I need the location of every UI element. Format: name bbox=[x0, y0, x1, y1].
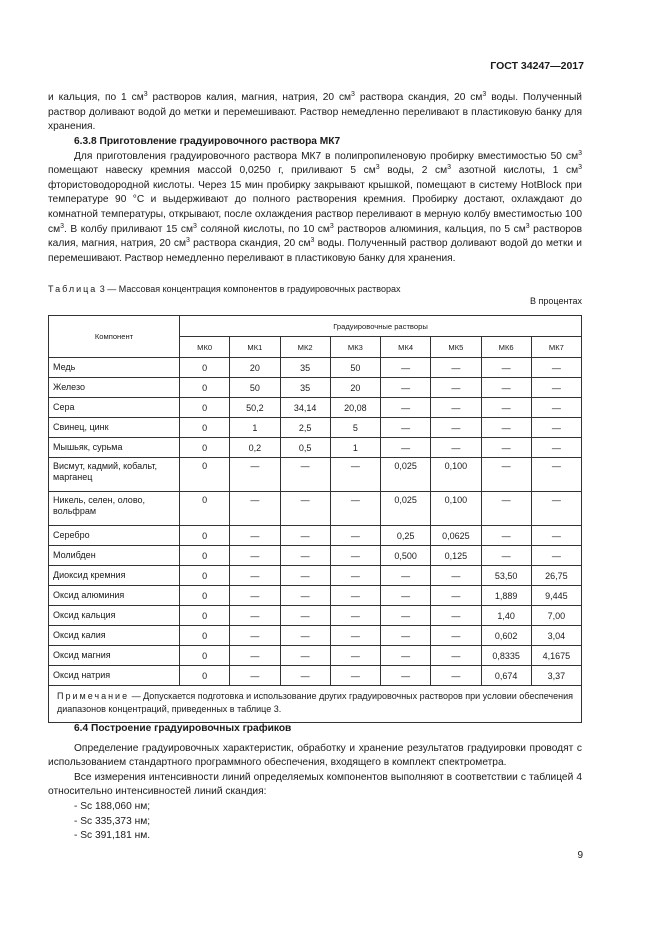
component-name-cell: Оксид алюминия bbox=[49, 586, 180, 606]
value-cell: — bbox=[330, 546, 380, 566]
table-note bbox=[49, 686, 582, 723]
value-cell: — bbox=[330, 492, 380, 526]
text-run: воды. Полученный раствор доливают водой до метки и перемешивают. Раствор немедленно переливают в пластиковую банку для хранения. bbox=[48, 92, 583, 133]
value-cell: — bbox=[431, 646, 481, 666]
value-cell: — bbox=[381, 586, 431, 606]
value-cell: — bbox=[381, 566, 431, 586]
concentration-table bbox=[48, 315, 582, 723]
value-cell: — bbox=[381, 378, 431, 398]
component-name-cell: Серебро bbox=[49, 526, 180, 546]
value-cell: — bbox=[531, 458, 581, 492]
value-cell: — bbox=[431, 378, 481, 398]
value-cell: 2,5 bbox=[280, 418, 330, 438]
text-run: растворов калия, магния, натрия, 20 см bbox=[48, 223, 582, 250]
component-name-cell: Медь bbox=[49, 358, 180, 378]
text-run: Для приготовления градуировочного раствора МК7 в полипропиленовую пробирку вместимостью 50 см bbox=[74, 150, 579, 162]
column-header: МК7 bbox=[531, 337, 581, 358]
value-cell: — bbox=[330, 526, 380, 546]
superscript: 3 bbox=[578, 149, 582, 157]
note-text: — Допускается подготовка и использование других градуировочных растворов при условии обеспечения диапазонов концентраций, приведенных в таблице 3. bbox=[57, 691, 573, 714]
value-cell: 35 bbox=[280, 358, 330, 378]
component-name-cell: Никель, селен, олово, вольфрам bbox=[49, 492, 180, 526]
component-name-cell: Оксид натрия bbox=[49, 666, 180, 686]
value-cell: 34,14 bbox=[280, 398, 330, 418]
superscript: 3 bbox=[310, 237, 315, 245]
value-cell: 0,025 bbox=[381, 458, 431, 492]
superscript: 3 bbox=[525, 222, 530, 230]
value-cell: 1,40 bbox=[481, 606, 531, 626]
value-cell: 0,8335 bbox=[481, 646, 531, 666]
value-cell: — bbox=[381, 418, 431, 438]
value-cell: 53,50 bbox=[481, 566, 531, 586]
value-cell: — bbox=[381, 398, 431, 418]
value-cell: 1,889 bbox=[481, 586, 531, 606]
table-row bbox=[49, 666, 582, 686]
column-header: МК3 bbox=[330, 337, 380, 358]
value-cell: — bbox=[381, 646, 431, 666]
value-cell: 35 bbox=[280, 378, 330, 398]
value-cell: 0 bbox=[180, 546, 230, 566]
value-cell: — bbox=[531, 546, 581, 566]
value-cell: — bbox=[230, 546, 280, 566]
value-cell: — bbox=[481, 438, 531, 458]
value-cell: — bbox=[481, 418, 531, 438]
component-name-cell: Мышьяк, сурьма bbox=[49, 438, 180, 458]
value-cell: — bbox=[230, 586, 280, 606]
value-cell: — bbox=[381, 626, 431, 646]
value-cell: — bbox=[431, 626, 481, 646]
value-cell: 1 bbox=[330, 438, 380, 458]
component-column-header: Компонент bbox=[49, 316, 180, 358]
section-paragraph: Все измерения интенсивности линий определяемых компонентов выполняют в соответствии с таблицей 4 относительно интенсивностей линий скандия: bbox=[48, 771, 582, 798]
value-cell: — bbox=[431, 398, 481, 418]
value-cell: — bbox=[280, 606, 330, 626]
list-item: - Sc 335,373 нм; bbox=[74, 815, 151, 827]
table-units: В процентах bbox=[530, 296, 582, 306]
table-caption-label: Таблица bbox=[48, 284, 98, 294]
table-row bbox=[49, 378, 582, 398]
superscript: 3 bbox=[447, 164, 452, 172]
column-header: МК2 bbox=[280, 337, 330, 358]
value-cell: — bbox=[230, 646, 280, 666]
value-cell: 3,37 bbox=[531, 666, 581, 686]
value-cell: 50,2 bbox=[230, 398, 280, 418]
table-row bbox=[49, 492, 582, 526]
value-cell: 0 bbox=[180, 358, 230, 378]
value-cell: — bbox=[531, 526, 581, 546]
value-cell: 0,5 bbox=[280, 438, 330, 458]
value-cell: — bbox=[381, 666, 431, 686]
section-6-3-8 bbox=[48, 135, 582, 266]
value-cell: — bbox=[431, 438, 481, 458]
value-cell: — bbox=[330, 606, 380, 626]
component-name-cell: Висмут, кадмий, кобальт, марганец bbox=[49, 458, 180, 492]
value-cell: — bbox=[431, 666, 481, 686]
table-row bbox=[49, 626, 582, 646]
table-row bbox=[49, 606, 582, 626]
value-cell: 5 bbox=[330, 418, 380, 438]
section-6-4 bbox=[48, 722, 582, 844]
superscript: 3 bbox=[578, 164, 583, 172]
value-cell: 0,2 bbox=[230, 438, 280, 458]
value-cell: — bbox=[280, 566, 330, 586]
value-cell: — bbox=[280, 646, 330, 666]
value-cell: 0 bbox=[180, 606, 230, 626]
superscript: 3 bbox=[351, 91, 355, 98]
component-name-cell: Сера bbox=[49, 398, 180, 418]
value-cell: — bbox=[381, 438, 431, 458]
value-cell: — bbox=[531, 418, 581, 438]
value-cell: — bbox=[531, 438, 581, 458]
text-run: фтористоводородной кислоты. Через 15 мин пробирку закрывают крышкой, помещают в систему HotBlock при температуре 90 °С и выдерживают до полного растворения кремния. Пробирку достают, охлаждают до комнатной температуры, открывают, после охлаждения раствор переливают в мерную колбу вместимостью 100 см bbox=[48, 179, 582, 235]
text-run: раствора скандия, 20 см bbox=[189, 238, 311, 250]
value-cell: — bbox=[230, 526, 280, 546]
value-cell: 20 bbox=[230, 358, 280, 378]
value-cell: — bbox=[230, 492, 280, 526]
table-row bbox=[49, 646, 582, 666]
value-cell: 26,75 bbox=[531, 566, 581, 586]
text-run: азотной кислоты, 1 см bbox=[451, 165, 579, 177]
value-cell: — bbox=[330, 566, 380, 586]
superscript: 3 bbox=[185, 237, 190, 245]
section-number: 6.3.8 bbox=[74, 136, 97, 147]
value-cell: 0,674 bbox=[481, 666, 531, 686]
column-header: МК6 bbox=[481, 337, 531, 358]
value-cell: 0,0625 bbox=[431, 526, 481, 546]
table-body bbox=[49, 358, 582, 686]
column-header: МК5 bbox=[431, 337, 481, 358]
value-cell: — bbox=[531, 378, 581, 398]
value-cell: 0 bbox=[180, 586, 230, 606]
section-paragraph: Определение градуировочных характеристик, обработку и хранение результатов градуировки проводят с использованием стандартного программного обеспечения, входящего в комплект спектрометра. bbox=[48, 742, 582, 769]
text-run: и кальция, по 1 см bbox=[48, 92, 144, 103]
value-cell: 0 bbox=[180, 626, 230, 646]
component-name-cell: Молибден bbox=[49, 546, 180, 566]
document-code: ГОСТ 34247—2017 bbox=[490, 60, 584, 72]
table-row bbox=[49, 418, 582, 438]
section-paragraph bbox=[48, 150, 582, 267]
value-cell: 0 bbox=[180, 646, 230, 666]
value-cell: 0,25 bbox=[381, 526, 431, 546]
page-number: 9 bbox=[577, 850, 583, 861]
table-note-row bbox=[49, 686, 582, 723]
list-item: - Sc 188,060 нм; bbox=[74, 800, 151, 812]
text-run: растворов калия, магния, натрия, 20 см bbox=[147, 92, 352, 103]
value-cell: 0,025 bbox=[381, 492, 431, 526]
table-row bbox=[49, 566, 582, 586]
table-caption bbox=[48, 284, 400, 294]
value-cell: — bbox=[280, 526, 330, 546]
value-cell: — bbox=[280, 666, 330, 686]
value-cell: — bbox=[280, 458, 330, 492]
value-cell: — bbox=[230, 626, 280, 646]
value-cell: — bbox=[431, 418, 481, 438]
text-run: раствора скандия, 20 см bbox=[354, 92, 483, 103]
value-cell: 0 bbox=[180, 492, 230, 526]
text-run: воды. Полученный раствор доливают водой до метки и перемешивают. Раствор немедленно переливают в пластиковую банку для хранения. bbox=[48, 238, 582, 264]
value-cell: — bbox=[481, 492, 531, 526]
value-cell: 0,602 bbox=[481, 626, 531, 646]
column-header: МК0 bbox=[180, 337, 230, 358]
table-row bbox=[49, 586, 582, 606]
value-cell: — bbox=[431, 606, 481, 626]
value-cell: — bbox=[330, 626, 380, 646]
table-row bbox=[49, 398, 582, 418]
value-cell: — bbox=[531, 358, 581, 378]
value-cell: 0 bbox=[180, 378, 230, 398]
component-name-cell: Оксид магния bbox=[49, 646, 180, 666]
value-cell: — bbox=[531, 398, 581, 418]
table-row bbox=[49, 546, 582, 566]
value-cell: 0,125 bbox=[431, 546, 481, 566]
value-cell: 0 bbox=[180, 526, 230, 546]
value-cell: — bbox=[280, 586, 330, 606]
text-run: растворов алюминия, кальция, по 5 см bbox=[333, 223, 526, 235]
value-cell: — bbox=[481, 378, 531, 398]
section-title: Приготовление градуировочного раствора МК7 bbox=[99, 136, 341, 147]
value-cell: 4,1675 bbox=[531, 646, 581, 666]
intro-paragraph bbox=[48, 91, 582, 135]
table-row bbox=[49, 458, 582, 492]
value-cell: — bbox=[381, 358, 431, 378]
column-header: МК1 bbox=[230, 337, 280, 358]
value-cell: 0,100 bbox=[431, 458, 481, 492]
list-item: - Sc 391,181 нм. bbox=[74, 830, 151, 842]
value-cell: 0 bbox=[180, 438, 230, 458]
section-number: 6.4 bbox=[74, 723, 89, 734]
value-cell: — bbox=[280, 492, 330, 526]
superscript: 3 bbox=[60, 222, 65, 230]
table-caption-text: 3 — Массовая концентрация компонентов в градуировочных растворах bbox=[97, 284, 401, 294]
group-column-header: Градуировочные растворы bbox=[180, 316, 582, 337]
table-row bbox=[49, 358, 582, 378]
value-cell: 50 bbox=[330, 358, 380, 378]
value-cell: — bbox=[531, 492, 581, 526]
value-cell: — bbox=[230, 606, 280, 626]
value-cell: — bbox=[330, 586, 380, 606]
superscript: 3 bbox=[329, 222, 334, 230]
value-cell: 20,08 bbox=[330, 398, 380, 418]
superscript: 3 bbox=[143, 91, 148, 98]
component-name-cell: Диоксид кремния bbox=[49, 566, 180, 586]
superscript: 3 bbox=[193, 222, 197, 230]
value-cell: 0 bbox=[180, 566, 230, 586]
value-cell: 20 bbox=[330, 378, 380, 398]
section-heading bbox=[48, 135, 582, 150]
value-cell: 0 bbox=[180, 666, 230, 686]
value-cell: 0 bbox=[180, 458, 230, 492]
component-name-cell: Оксид кальция bbox=[49, 606, 180, 626]
value-cell: 0 bbox=[180, 398, 230, 418]
value-cell: — bbox=[481, 358, 531, 378]
value-cell: 0,500 bbox=[381, 546, 431, 566]
value-cell: — bbox=[230, 458, 280, 492]
value-cell: — bbox=[280, 546, 330, 566]
value-cell: 7,00 bbox=[531, 606, 581, 626]
value-cell: 0,100 bbox=[431, 492, 481, 526]
text-run: помещают навеску кремния массой 0,0250 г, приливают 5 см bbox=[48, 165, 376, 177]
component-name-cell: Железо bbox=[49, 378, 180, 398]
value-cell: — bbox=[230, 566, 280, 586]
value-cell: — bbox=[330, 666, 380, 686]
component-name-cell: Оксид калия bbox=[49, 626, 180, 646]
component-name-cell: Свинец, цинк bbox=[49, 418, 180, 438]
value-cell: — bbox=[481, 398, 531, 418]
value-cell: — bbox=[381, 606, 431, 626]
value-cell: — bbox=[431, 358, 481, 378]
table-row bbox=[49, 526, 582, 546]
text-run: . В колбу приливают 15 см bbox=[64, 223, 193, 235]
text-run: соляной кислоты, по 10 см bbox=[196, 223, 330, 235]
value-cell: 9,445 bbox=[531, 586, 581, 606]
value-cell: 3,04 bbox=[531, 626, 581, 646]
value-cell: 0 bbox=[180, 418, 230, 438]
value-cell: — bbox=[431, 566, 481, 586]
value-cell: — bbox=[230, 666, 280, 686]
section-heading bbox=[48, 722, 582, 737]
note-label: Примечание bbox=[57, 691, 130, 701]
superscript: 3 bbox=[375, 164, 380, 172]
value-cell: — bbox=[330, 646, 380, 666]
value-cell: — bbox=[330, 458, 380, 492]
value-cell: — bbox=[481, 546, 531, 566]
value-cell: — bbox=[481, 526, 531, 546]
superscript: 3 bbox=[482, 91, 487, 98]
value-cell: — bbox=[481, 458, 531, 492]
section-title: Построение градуировочных графиков bbox=[91, 723, 292, 734]
value-cell: 1 bbox=[230, 418, 280, 438]
value-cell: 50 bbox=[230, 378, 280, 398]
column-header: МК4 bbox=[381, 337, 431, 358]
value-cell: — bbox=[431, 586, 481, 606]
table-row bbox=[49, 438, 582, 458]
text-run: воды, 2 см bbox=[379, 165, 448, 177]
value-cell: — bbox=[280, 626, 330, 646]
